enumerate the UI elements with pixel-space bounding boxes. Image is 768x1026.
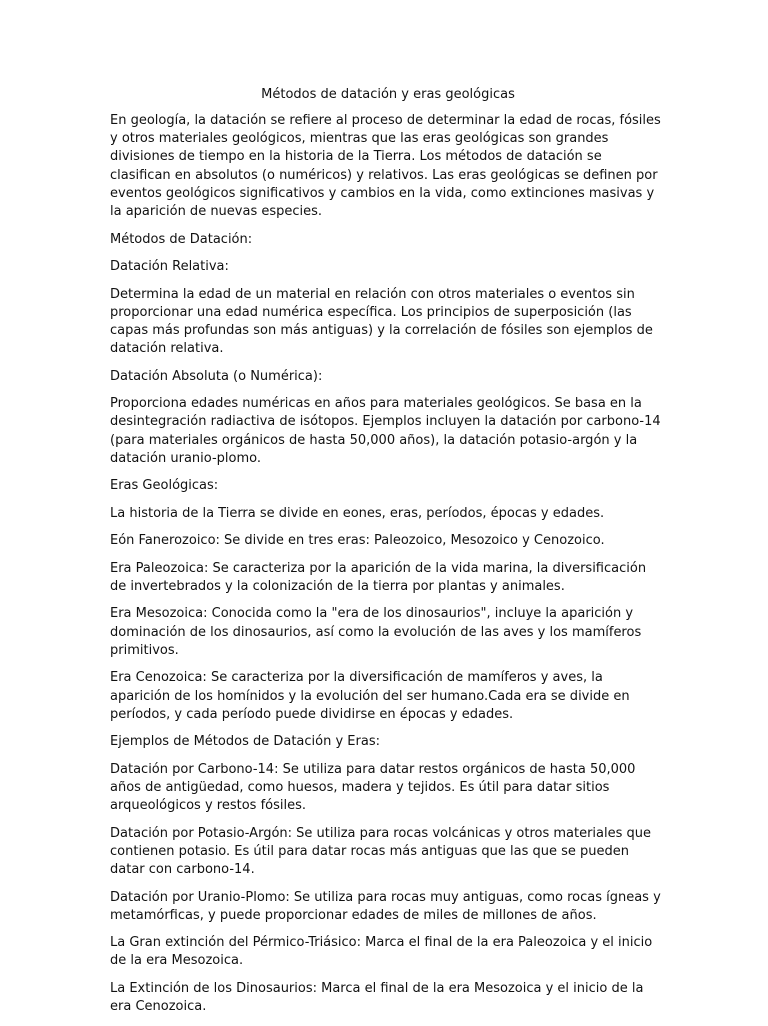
paragraph-datacion-relativa: Determina la edad de un material en relación con otros materiales o eventos sin proporcionar una edad numérica específica. Los principios de superposición (las capas más profundas son más antiguas) y la correlación de fósiles son ejemplos de datación relativa. — [110, 286, 653, 357]
paragraph-datacion-absoluta: Proporciona edades numéricas en años para materiales geológicos. Se basa en la desintegración radiactiva de isótopos. Ejemplos incluyen la datación por carbono-14 (para materiales orgánicos de hasta 50,000 años), la datación potasio-argón y la datación uranio-plomo. — [110, 396, 661, 466]
heading-datacion-absoluta: Datación Absoluta (o Numérica): — [110, 368, 323, 384]
paragraph-historia-tierra: La historia de la Tierra se divide en eones, eras, períodos, épocas y edades. — [110, 505, 605, 521]
heading-ejemplos: Ejemplos de Métodos de Datación y Eras: — [110, 734, 380, 750]
document-title: Métodos de datación y eras geológicas — [261, 87, 515, 102]
paragraph-extincion-permico: La Gran extinción del Pérmico-Triásico: Marca el final de la era Paleozoica y el inicio de la era Mesozoica. — [110, 935, 653, 969]
paragraph-era-paleozoica: Era Paleozoica: Se caracteriza por la aparición de la vida marina, la diversificación de invertebrados y la colonización de la tierra por plantas y animales. — [110, 560, 647, 594]
paragraph-eon-fanerozoico: Eón Fanerozoico: Se divide en tres eras: Paleozoico, Mesozoico y Cenozoico. — [110, 533, 605, 549]
heading-eras-geologicas: Eras Geológicas: — [110, 478, 219, 494]
document-body — [110, 86, 666, 1026]
heading-metodos-datacion: Métodos de Datación: — [110, 231, 253, 247]
paragraph-intro: En geología, la datación se refiere al proceso de determinar la edad de rocas, fósiles y otros materiales geológicos, mientras que las eras geológicas son grandes divisiones de tiempo en la historia de la Tierra. Los métodos de datación se clasifican en absolutos (o numéricos) y relativos. Las eras geológicas se definen por eventos geológicos significativos y cambios en la vida, como extinciones masivas y la aparición de nuevas especies. — [110, 113, 661, 220]
paragraph-potasio-argon: Datación por Potasio-Argón: Se utiliza para rocas volcánicas y otros materiales que contienen potasio. Es útil para datar rocas más antiguas que las que se pueden datar con carbono-14. — [110, 825, 652, 878]
paragraph-era-cenozoica: Era Cenozoica: Se caracteriza por la diversificación de mamíferos y aves, la aparición de los homínidos y la evolución del ser humano.Cada era se divide en períodos, y cada período puede dividirse en épocas y edades. — [110, 670, 630, 722]
heading-datacion-relativa: Datación Relativa: — [110, 259, 229, 275]
paragraph-uranio-plomo: Datación por Uranio-Plomo: Se utiliza para rocas muy antiguas, como rocas ígneas y metamórficas, y puede proporcionar edades de miles de millones de años. — [110, 889, 661, 923]
paragraph-era-mesozoica: Era Mesozoica: Conocida como la "era de los dinosaurios", incluye la aparición y dominación de los dinosaurios, así como la evolución de las aves y los mamíferos primitivos. — [110, 606, 642, 658]
paragraph-carbono-14: Datación por Carbono-14: Se utiliza para datar restos orgánicos de hasta 50,000 años de antigüedad, como huesos, madera y tejidos. Es útil para datar sitios arqueológicos y restos fósiles. — [110, 761, 636, 814]
paragraph-extincion-dinosaurios: La Extinción de los Dinosaurios: Marca el final de la era Mesozoica y el inicio de la era Cenozoica. — [110, 980, 644, 1015]
